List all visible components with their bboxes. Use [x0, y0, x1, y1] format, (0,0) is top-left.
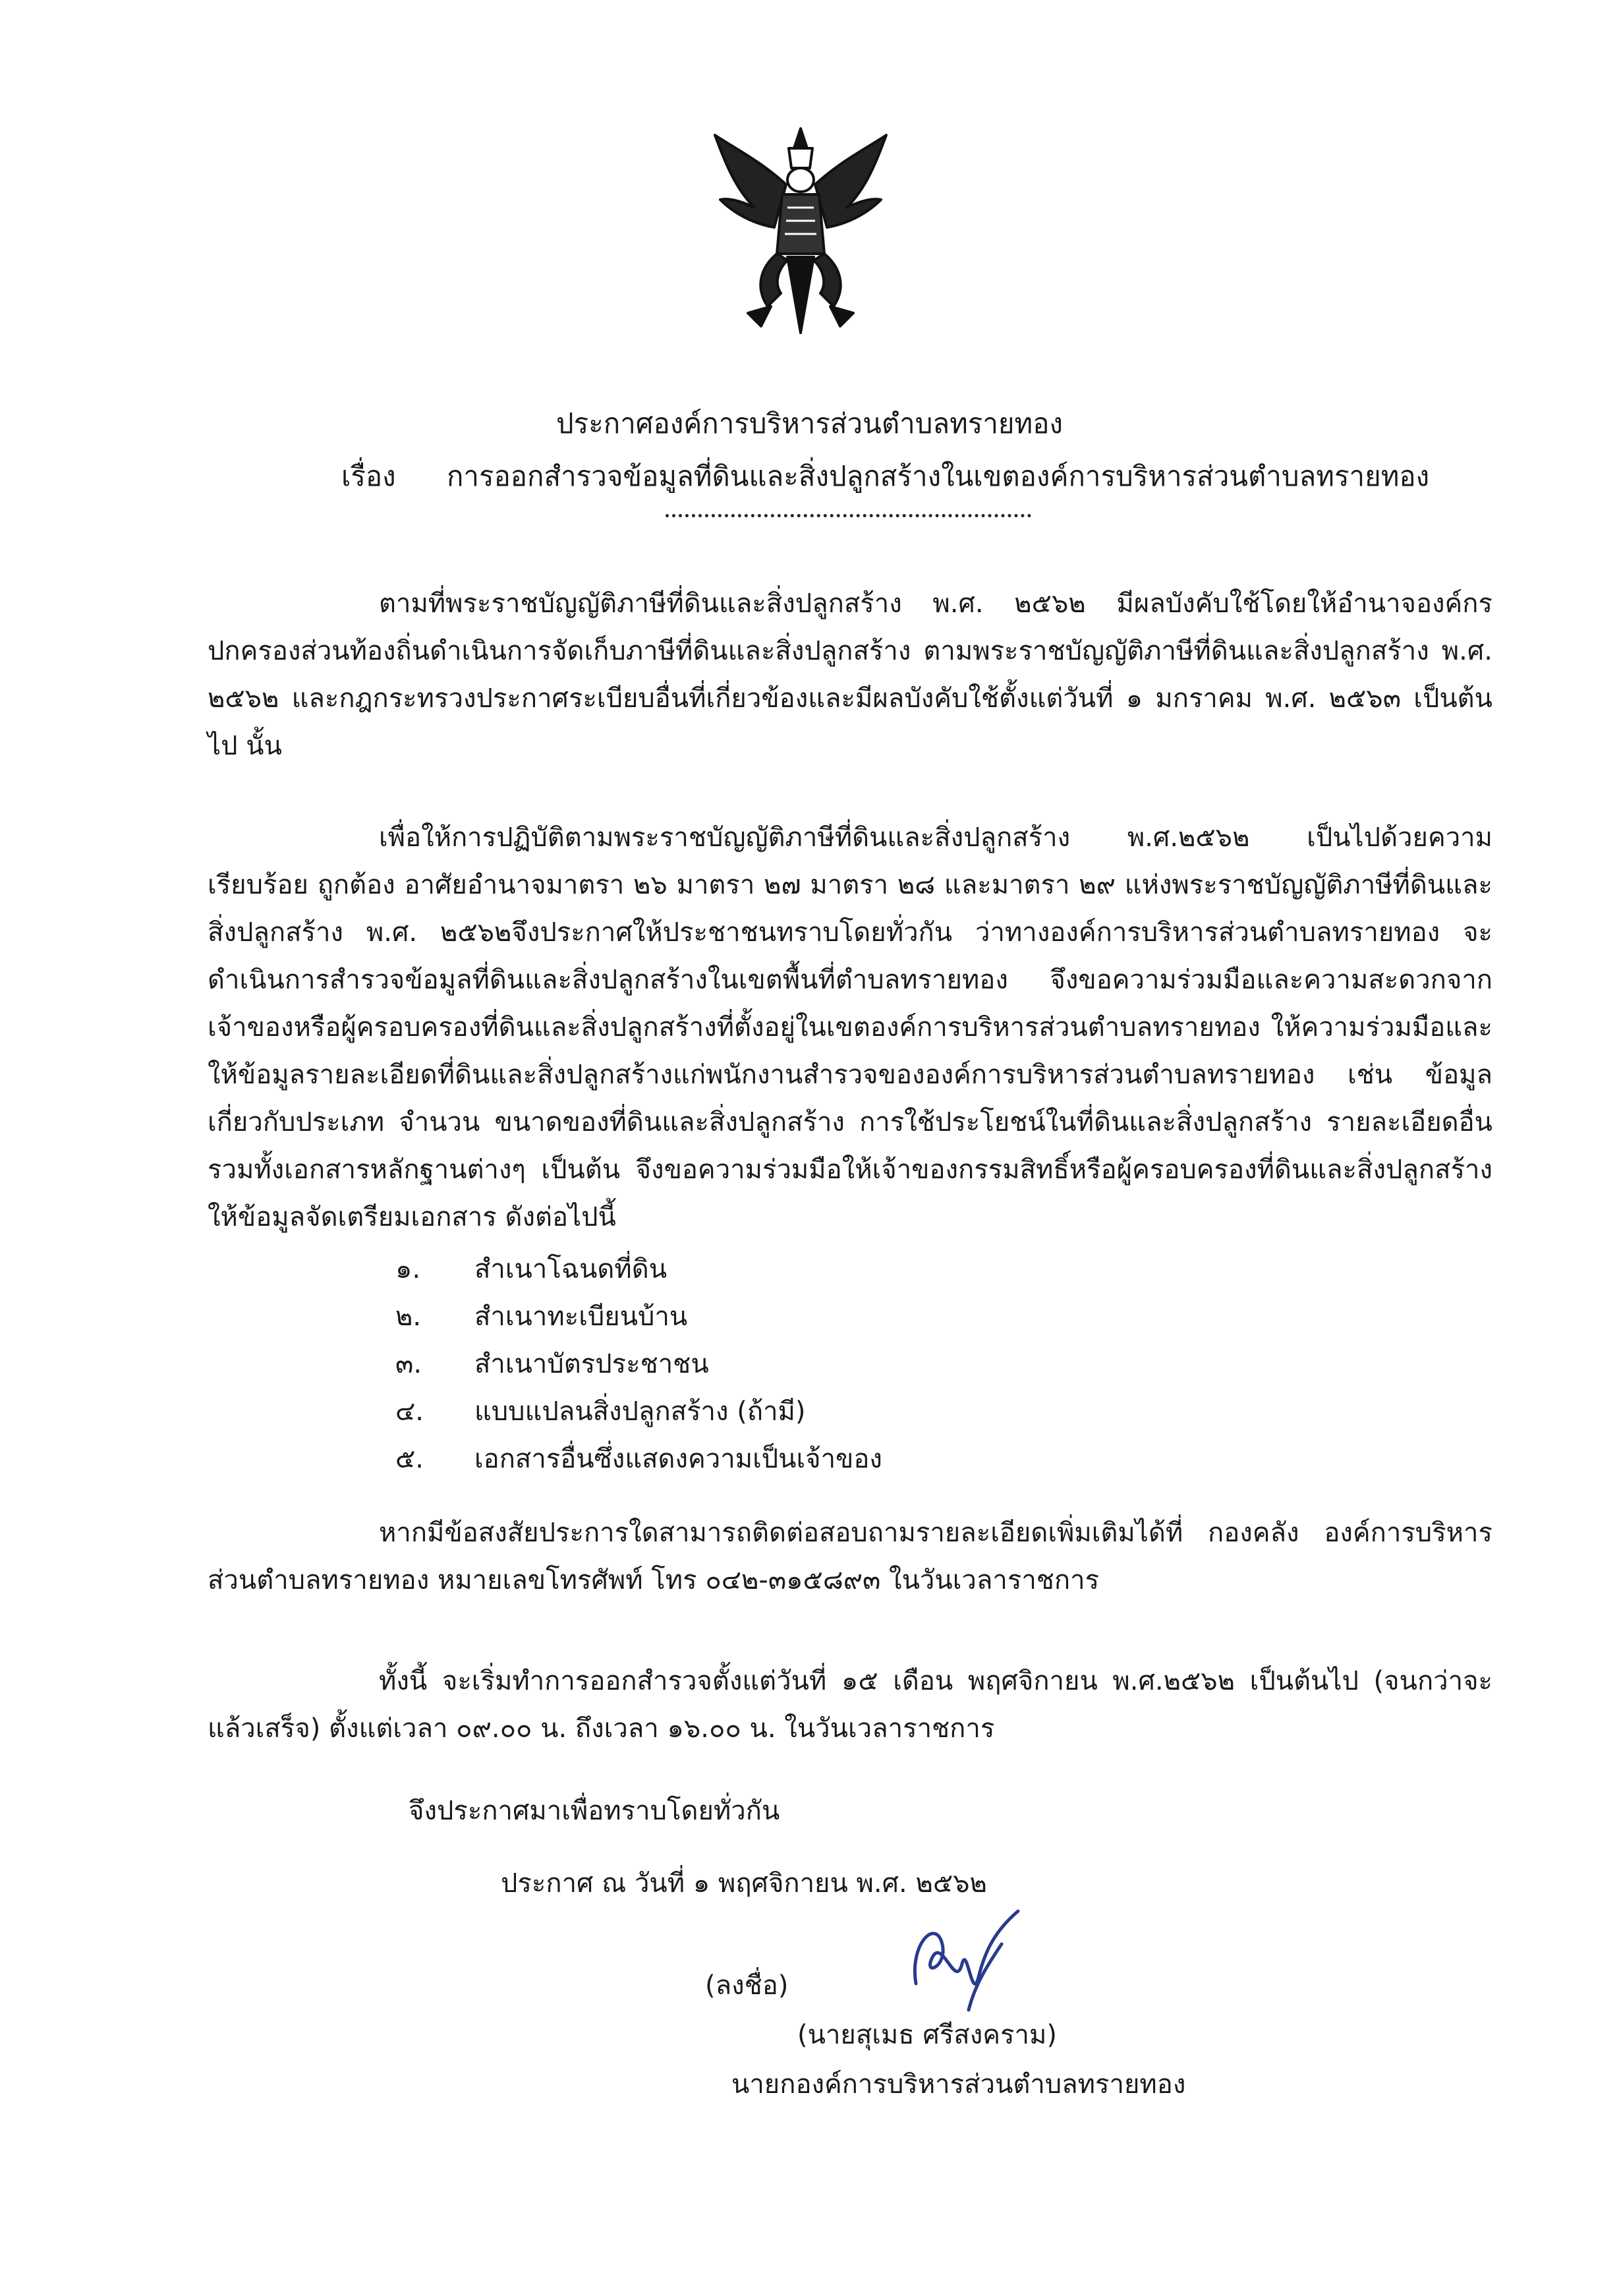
announcement-date: ประกาศ ณ วันที่ ๑ พฤศจิกายน พ.ศ. ๒๕๖๒ — [501, 1868, 987, 1899]
list-item-label: สำเนาทะเบียนบ้าน — [474, 1302, 688, 1332]
signature-icon — [896, 1905, 1028, 2017]
list-item-number: ๓. — [395, 1349, 422, 1379]
paragraph-intro — [208, 580, 1492, 770]
subject-label: เรื่อง — [341, 460, 396, 492]
list-item-label: สำเนาโฉนดที่ดิน — [474, 1254, 667, 1284]
list-item — [395, 1435, 882, 1483]
paragraph-request — [208, 814, 1492, 1241]
closing-statement: จึงประกาศมาเพื่อทราบโดยทั่วกัน — [409, 1796, 780, 1826]
list-item-label: สำเนาบัตรประชาชน — [474, 1349, 709, 1379]
list-item — [395, 1388, 882, 1435]
paragraph-contact — [208, 1509, 1492, 1604]
paragraph-schedule — [208, 1657, 1492, 1752]
paragraph-request-text: เพื่อให้การปฏิบัติตามพระราชบัญญัติภาษีที่ดินและสิ่งปลูกสร้าง พ.ศ.๒๕๖๒ เป็นไปด้วยความเรียบร้อย ถูกต้อง อาศัยอำนาจมาตรา ๒๖ มาตรา ๒๗ มาตรา ๒๘ และมาตรา ๒๙ แห่งพระราชบัญญัติภาษีที่ดินและสิ่งปลูกสร้าง พ.ศ. ๒๕๖๒จึงประกาศให้ประชาชนทราบโดยทั่วกัน ว่าทางองค์การบริหารส่วนตำบลทรายทอง จะดำเนินการสำรวจข้อมูลที่ดินและสิ่งปลูกสร้างในเขตพื้นที่ตำบลทรายทอง จึงขอความร่วมมือและความสะดวกจากเจ้าของหรือผู้ครอบครองที่ดินและสิ่งปลูกสร้างที่ตั้งอยู่ในเขตองค์การบริหารส่วนตำบลทรายทอง ให้ความร่วมมือและให้ข้อมูลรายละเอียดที่ดินและสิ่งปลูกสร้างแก่พนักงานสำรวจขององค์การบริหารส่วนตำบลทรายทอง เช่น ข้อมูลเกี่ยวกับประเภท จำนวน ขนาดของที่ดินและสิ่งปลูกสร้าง การใช้ประโยชน์ในที่ดินและสิ่งปลูกสร้าง รายละเอียดอื่น รวมทั้งเอกสารหลักฐานต่างๆ เป็นต้น จึงขอความร่วมมือให้เจ้าของกรรมสิทธิ์หรือผู้ครอบครองที่ดินและสิ่งปลูกสร้างให้ข้อมูลจัดเตรียมเอกสาร ดังต่อไปนี้ — [208, 822, 1492, 1232]
list-item-number: ๒. — [395, 1302, 422, 1332]
paragraph-intro-text: ตามที่พระราชบัญญัติภาษีที่ดินและสิ่งปลูกสร้าง พ.ศ. ๒๕๖๒ มีผลบังคับใช้โดยให้อำนาจองค์กรปกครองส่วนท้องถิ่นดำเนินการจัดเก็บภาษีที่ดินและสิ่งปลูกสร้าง ตามพระราชบัญญัติภาษีที่ดินและสิ่งปลูกสร้าง พ.ศ. ๒๕๖๒ และกฎกระทรวงประกาศระเบียบอื่นที่เกี่ยวข้องและมีผลบังคับใช้ตั้งแต่วันที่ ๑ มกราคม พ.ศ. ๒๕๖๓ เป็นต้นไป นั้น — [208, 588, 1492, 761]
subject-row — [341, 455, 1429, 498]
dotted-divider — [666, 507, 1031, 517]
list-item-number: ๕. — [395, 1444, 424, 1474]
list-item — [395, 1246, 882, 1293]
list-item-number: ๑. — [395, 1254, 421, 1284]
signer-name: (นายสุเมธ ศรีสงคราม) — [797, 2020, 1057, 2050]
announcement-title: ประกาศองค์การบริหารส่วนตำบลทรายทอง — [556, 407, 1063, 440]
subject-text: การออกสำรวจข้อมูลที่ดินและสิ่งปลูกสร้างในเขตองค์การบริหารส่วนตำบลทรายทอง — [447, 460, 1430, 492]
paragraph-contact-text: หากมีข้อสงสัยประการใดสามารถติดต่อสอบถามรายละเอียดเพิ่มเติมได้ที่ กองคลัง องค์การบริหารส่วนตำบลทรายทอง หมายเลขโทรศัพท์ โทร ๐๔๒-๓๑๕๘๙๓ ในวันเวลาราชการ — [208, 1518, 1492, 1595]
list-item-label: แบบแปลนสิ่งปลูกสร้าง (ถ้ามี) — [474, 1396, 806, 1427]
paragraph-schedule-text: ทั้งนี้ จะเริ่มทำการออกสำรวจตั้งแต่วันที่ ๑๕ เดือน พฤศจิกายน พ.ศ.๒๕๖๒ เป็นต้นไป (จนกว่าจะแล้วเสร็จ) ตั้งแต่เวลา ๐๙.๐๐ น. ถึงเวลา ๑๖.๐๐ น. ในวันเวลาราชการ — [208, 1666, 1492, 1744]
list-item-number: ๔. — [395, 1396, 424, 1427]
list-item-label: เอกสารอื่นซึ่งแสดงความเป็นเจ้าของ — [474, 1444, 882, 1474]
garuda-emblem-icon — [708, 122, 893, 339]
list-item — [395, 1340, 882, 1388]
signer-title: นายกองค์การบริหารส่วนตำบลทรายทอง — [731, 2069, 1186, 2100]
document-list — [395, 1246, 882, 1483]
signed-label: (ลงชื่อ) — [705, 1970, 789, 2001]
list-item — [395, 1293, 882, 1340]
